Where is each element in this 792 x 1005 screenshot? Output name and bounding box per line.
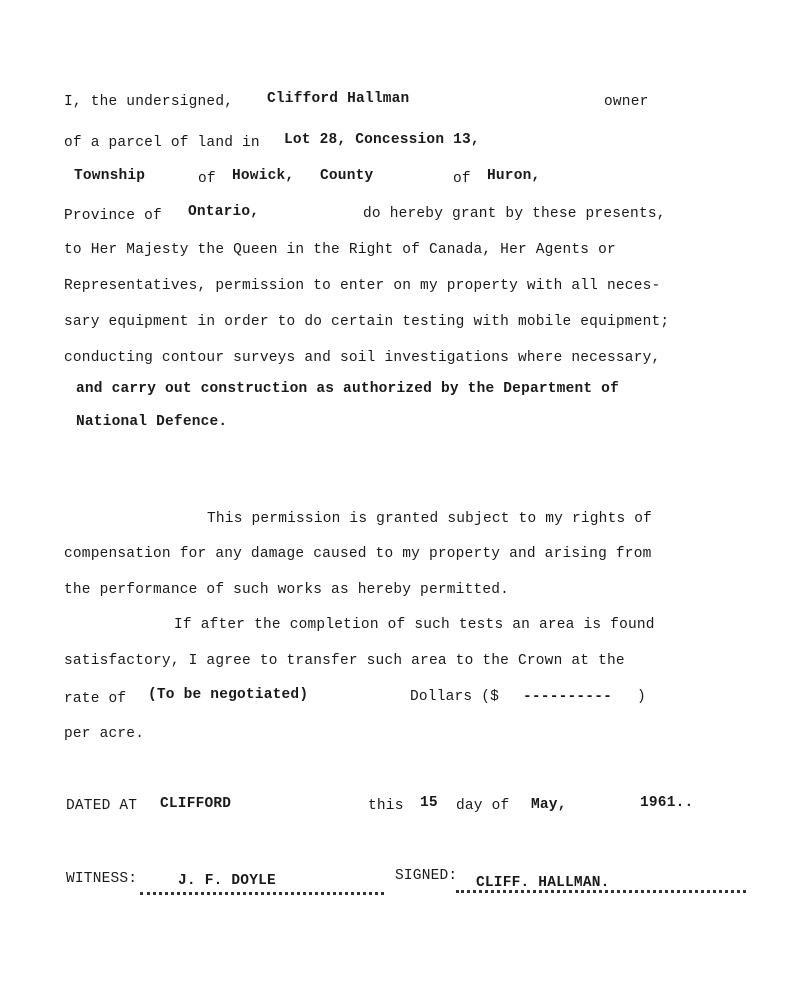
province-lead: Province of [64, 208, 162, 224]
witness-label: WITNESS: [66, 871, 138, 887]
dollars-close: ) [637, 689, 646, 705]
province-name: Ontario, [188, 204, 260, 220]
parcel-lead: of a parcel of land in [64, 135, 260, 151]
intro-lead: I, the undersigned, [64, 94, 234, 110]
permission-line-3: the performance of such works as hereby permitted. [64, 582, 510, 598]
permission-line-4: If after the completion of such tests an area is found [174, 617, 655, 633]
dated-place: CLIFFORD [160, 796, 232, 812]
of-township: of [198, 171, 216, 187]
rate-lead: rate of [64, 691, 127, 707]
intro-line-5: to Her Majesty the Queen in the Right of Canada, Her Agents or [64, 242, 616, 258]
permission-line-1: This permission is granted subject to my rights of [207, 511, 653, 527]
dollars-value: ---------- [523, 689, 613, 705]
owner-word: owner [604, 94, 649, 110]
grant-text: do hereby grant by these presents, [363, 206, 666, 222]
dated-day-number: 15 [420, 795, 438, 811]
intro-line-7: sary equipment in order to do certain testing with mobile equipment; [64, 314, 670, 330]
permission-line-5: satisfactory, I agree to transfer such area to the Crown at the [64, 653, 625, 669]
per-acre: per acre. [64, 726, 145, 742]
county-name: Huron, [487, 168, 541, 184]
of-county: of [453, 171, 471, 187]
dated-year: 1961.. [640, 795, 694, 811]
permission-line-2: compensation for any damage caused to my property and arising from [64, 546, 652, 562]
township-label: Township [74, 168, 146, 184]
dated-this: this [368, 798, 404, 814]
signed-label: SIGNED: [395, 868, 458, 884]
dollars-label: Dollars ($ [410, 689, 500, 705]
witness-name: J. F. DOYLE [178, 873, 276, 889]
county-label: County [320, 168, 374, 184]
dated-month: May, [531, 797, 567, 813]
owner-name: Clifford Hallman [267, 91, 410, 107]
township-name: Howick, [232, 168, 295, 184]
typed-addition-1: and carry out construction as authorized by the Department of [76, 381, 619, 397]
lot-concession: Lot 28, Concession 13, [284, 132, 480, 148]
rate-value: (To be negotiated) [148, 687, 309, 703]
intro-line-6: Representatives, permission to enter on my property with all neces- [64, 278, 661, 294]
intro-line-8: conducting contour surveys and soil investigations where necessary, [64, 350, 661, 366]
dated-label: DATED AT [66, 798, 138, 814]
witness-signature-line [140, 892, 384, 895]
dated-day-of: day of [456, 798, 510, 814]
owner-signature-line [456, 890, 746, 893]
signed-name: CLIFF. HALLMAN. [476, 875, 610, 891]
typed-addition-2: National Defence. [76, 414, 228, 430]
